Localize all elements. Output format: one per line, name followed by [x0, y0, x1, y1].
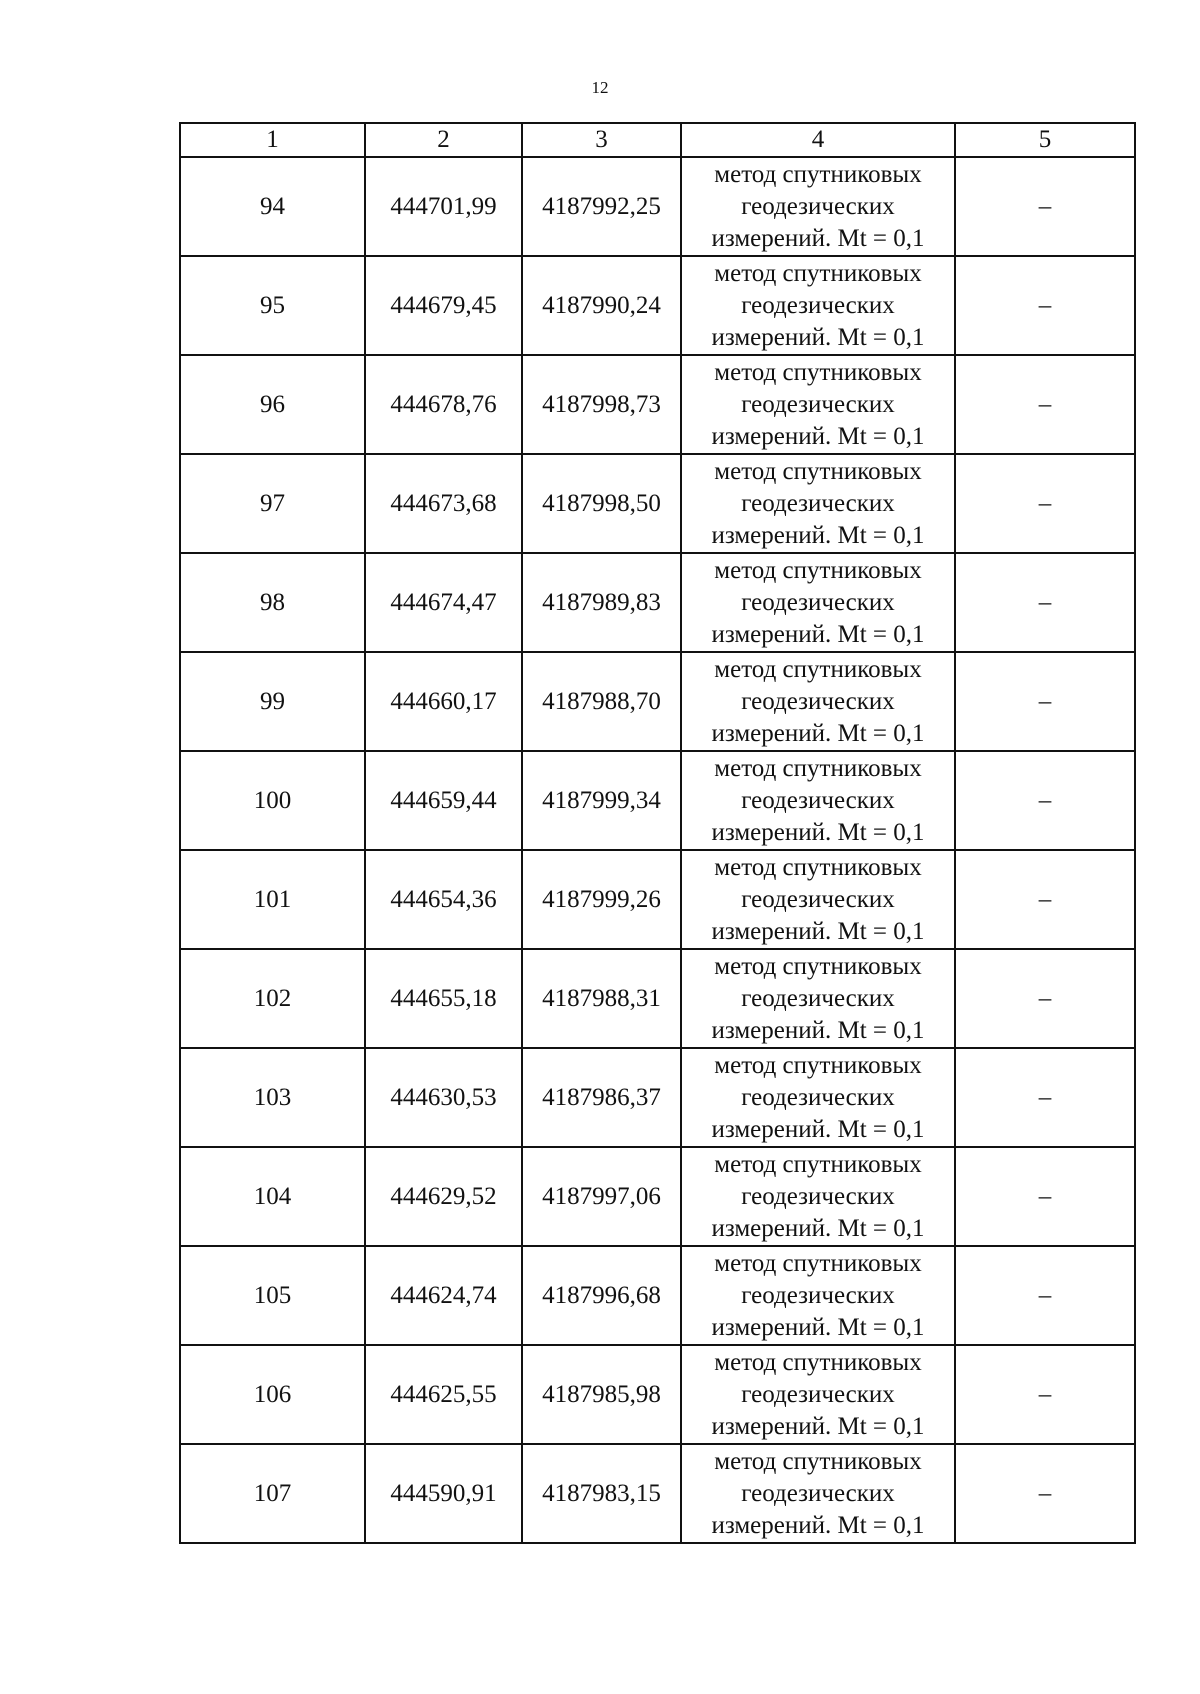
column-header-2: 2 [365, 123, 522, 157]
method-cell [681, 751, 955, 850]
x-coordinate-cell: 444624,74 [365, 1246, 522, 1345]
method-cell [681, 157, 955, 256]
point-number-cell: 106 [180, 1345, 365, 1444]
table-row [180, 1147, 1135, 1246]
method-cell [681, 1048, 955, 1147]
x-coordinate-cell: 444674,47 [365, 553, 522, 652]
method-line-1: метод спутниковых [714, 1348, 922, 1376]
point-number-cell: 95 [180, 256, 365, 355]
point-number-cell: 102 [180, 949, 365, 1048]
table-row [180, 751, 1135, 850]
method-cell [681, 949, 955, 1048]
method-cell [681, 850, 955, 949]
table-header-row [180, 123, 1135, 157]
table-body [180, 157, 1135, 1543]
table-row [180, 553, 1135, 652]
method-line-3: измерений. Mt = 0,1 [711, 224, 925, 252]
x-coordinate-cell: 444625,55 [365, 1345, 522, 1444]
method-line-1: метод спутниковых [714, 853, 922, 881]
method-line-3: измерений. Mt = 0,1 [711, 917, 925, 945]
method-line-1: метод спутниковых [714, 1249, 922, 1277]
table-row [180, 454, 1135, 553]
x-coordinate-cell: 444659,44 [365, 751, 522, 850]
y-coordinate-cell: 4187985,98 [522, 1345, 681, 1444]
method-line-3: измерений. Mt = 0,1 [711, 719, 925, 747]
method-cell [681, 1147, 955, 1246]
x-coordinate-cell: 444590,91 [365, 1444, 522, 1543]
table-row [180, 256, 1135, 355]
note-cell: – [955, 454, 1135, 553]
column-header-5: 5 [955, 123, 1135, 157]
method-line-1: метод спутниковых [714, 1447, 922, 1475]
method-line-2: геодезических [741, 390, 895, 418]
method-line-2: геодезических [741, 1281, 895, 1309]
method-cell [681, 652, 955, 751]
x-coordinate-cell: 444678,76 [365, 355, 522, 454]
method-line-2: геодезических [741, 786, 895, 814]
method-line-3: измерений. Mt = 0,1 [711, 323, 925, 351]
method-line-1: метод спутниковых [714, 259, 922, 287]
method-line-1: метод спутниковых [714, 1051, 922, 1079]
method-cell [681, 553, 955, 652]
point-number-cell: 107 [180, 1444, 365, 1543]
note-cell: – [955, 553, 1135, 652]
method-line-2: геодезических [741, 588, 895, 616]
y-coordinate-cell: 4187999,34 [522, 751, 681, 850]
method-line-2: геодезических [741, 1182, 895, 1210]
note-cell: – [955, 850, 1135, 949]
point-number-cell: 97 [180, 454, 365, 553]
x-coordinate-cell: 444673,68 [365, 454, 522, 553]
note-cell: – [955, 751, 1135, 850]
method-line-2: геодезических [741, 984, 895, 1012]
method-line-1: метод спутниковых [714, 556, 922, 584]
method-cell [681, 355, 955, 454]
note-cell: – [955, 652, 1135, 751]
y-coordinate-cell: 4187996,68 [522, 1246, 681, 1345]
y-coordinate-cell: 4187988,70 [522, 652, 681, 751]
column-header-4: 4 [681, 123, 955, 157]
x-coordinate-cell: 444660,17 [365, 652, 522, 751]
table-row [180, 355, 1135, 454]
y-coordinate-cell: 4187989,83 [522, 553, 681, 652]
x-coordinate-cell: 444654,36 [365, 850, 522, 949]
method-line-1: метод спутниковых [714, 1150, 922, 1178]
method-line-1: метод спутниковых [714, 457, 922, 485]
point-number-cell: 105 [180, 1246, 365, 1345]
method-line-3: измерений. Mt = 0,1 [711, 1016, 925, 1044]
method-cell [681, 256, 955, 355]
method-line-1: метод спутниковых [714, 952, 922, 980]
method-line-2: геодезических [741, 192, 895, 220]
point-number-cell: 94 [180, 157, 365, 256]
method-cell [681, 1345, 955, 1444]
method-line-1: метод спутниковых [714, 160, 922, 188]
x-coordinate-cell: 444630,53 [365, 1048, 522, 1147]
y-coordinate-cell: 4187988,31 [522, 949, 681, 1048]
note-cell: – [955, 1444, 1135, 1543]
table-row [180, 949, 1135, 1048]
point-number-cell: 103 [180, 1048, 365, 1147]
x-coordinate-cell: 444679,45 [365, 256, 522, 355]
y-coordinate-cell: 4187998,73 [522, 355, 681, 454]
point-number-cell: 98 [180, 553, 365, 652]
note-cell: – [955, 1147, 1135, 1246]
point-number-cell: 96 [180, 355, 365, 454]
table-row [180, 1246, 1135, 1345]
note-cell: – [955, 256, 1135, 355]
note-cell: – [955, 1048, 1135, 1147]
method-line-2: геодезических [741, 489, 895, 517]
method-line-3: измерений. Mt = 0,1 [711, 521, 925, 549]
y-coordinate-cell: 4187998,50 [522, 454, 681, 553]
method-line-2: геодезических [741, 291, 895, 319]
table-row [180, 157, 1135, 256]
table-row [180, 1048, 1135, 1147]
method-cell [681, 454, 955, 553]
method-line-3: измерений. Mt = 0,1 [711, 1214, 925, 1242]
method-line-3: измерений. Mt = 0,1 [711, 818, 925, 846]
point-number-cell: 104 [180, 1147, 365, 1246]
point-number-cell: 99 [180, 652, 365, 751]
y-coordinate-cell: 4187990,24 [522, 256, 681, 355]
note-cell: – [955, 157, 1135, 256]
coordinates-table [179, 122, 1136, 1544]
x-coordinate-cell: 444701,99 [365, 157, 522, 256]
method-line-2: геодезических [741, 885, 895, 913]
method-line-3: измерений. Mt = 0,1 [711, 620, 925, 648]
method-line-2: геодезических [741, 1479, 895, 1507]
point-number-cell: 100 [180, 751, 365, 850]
method-line-3: измерений. Mt = 0,1 [711, 1412, 925, 1440]
method-line-3: измерений. Mt = 0,1 [711, 422, 925, 450]
table-row [180, 850, 1135, 949]
page-number: 12 [591, 78, 609, 97]
y-coordinate-cell: 4187997,06 [522, 1147, 681, 1246]
table-row [180, 1444, 1135, 1543]
column-header-1: 1 [180, 123, 365, 157]
table-row [180, 1345, 1135, 1444]
column-header-3: 3 [522, 123, 681, 157]
method-cell [681, 1444, 955, 1543]
method-line-2: геодезических [741, 1083, 895, 1111]
y-coordinate-cell: 4187992,25 [522, 157, 681, 256]
note-cell: – [955, 1345, 1135, 1444]
point-number-cell: 101 [180, 850, 365, 949]
method-line-3: измерений. Mt = 0,1 [711, 1115, 925, 1143]
method-line-3: измерений. Mt = 0,1 [711, 1313, 925, 1341]
y-coordinate-cell: 4187999,26 [522, 850, 681, 949]
method-line-1: метод спутниковых [714, 754, 922, 782]
method-cell [681, 1246, 955, 1345]
x-coordinate-cell: 444629,52 [365, 1147, 522, 1246]
y-coordinate-cell: 4187986,37 [522, 1048, 681, 1147]
method-line-1: метод спутниковых [714, 358, 922, 386]
table-row [180, 652, 1135, 751]
method-line-2: геодезических [741, 1380, 895, 1408]
method-line-2: геодезических [741, 687, 895, 715]
note-cell: – [955, 355, 1135, 454]
note-cell: – [955, 949, 1135, 1048]
x-coordinate-cell: 444655,18 [365, 949, 522, 1048]
method-line-1: метод спутниковых [714, 655, 922, 683]
method-line-3: измерений. Mt = 0,1 [711, 1511, 925, 1539]
note-cell: – [955, 1246, 1135, 1345]
y-coordinate-cell: 4187983,15 [522, 1444, 681, 1543]
